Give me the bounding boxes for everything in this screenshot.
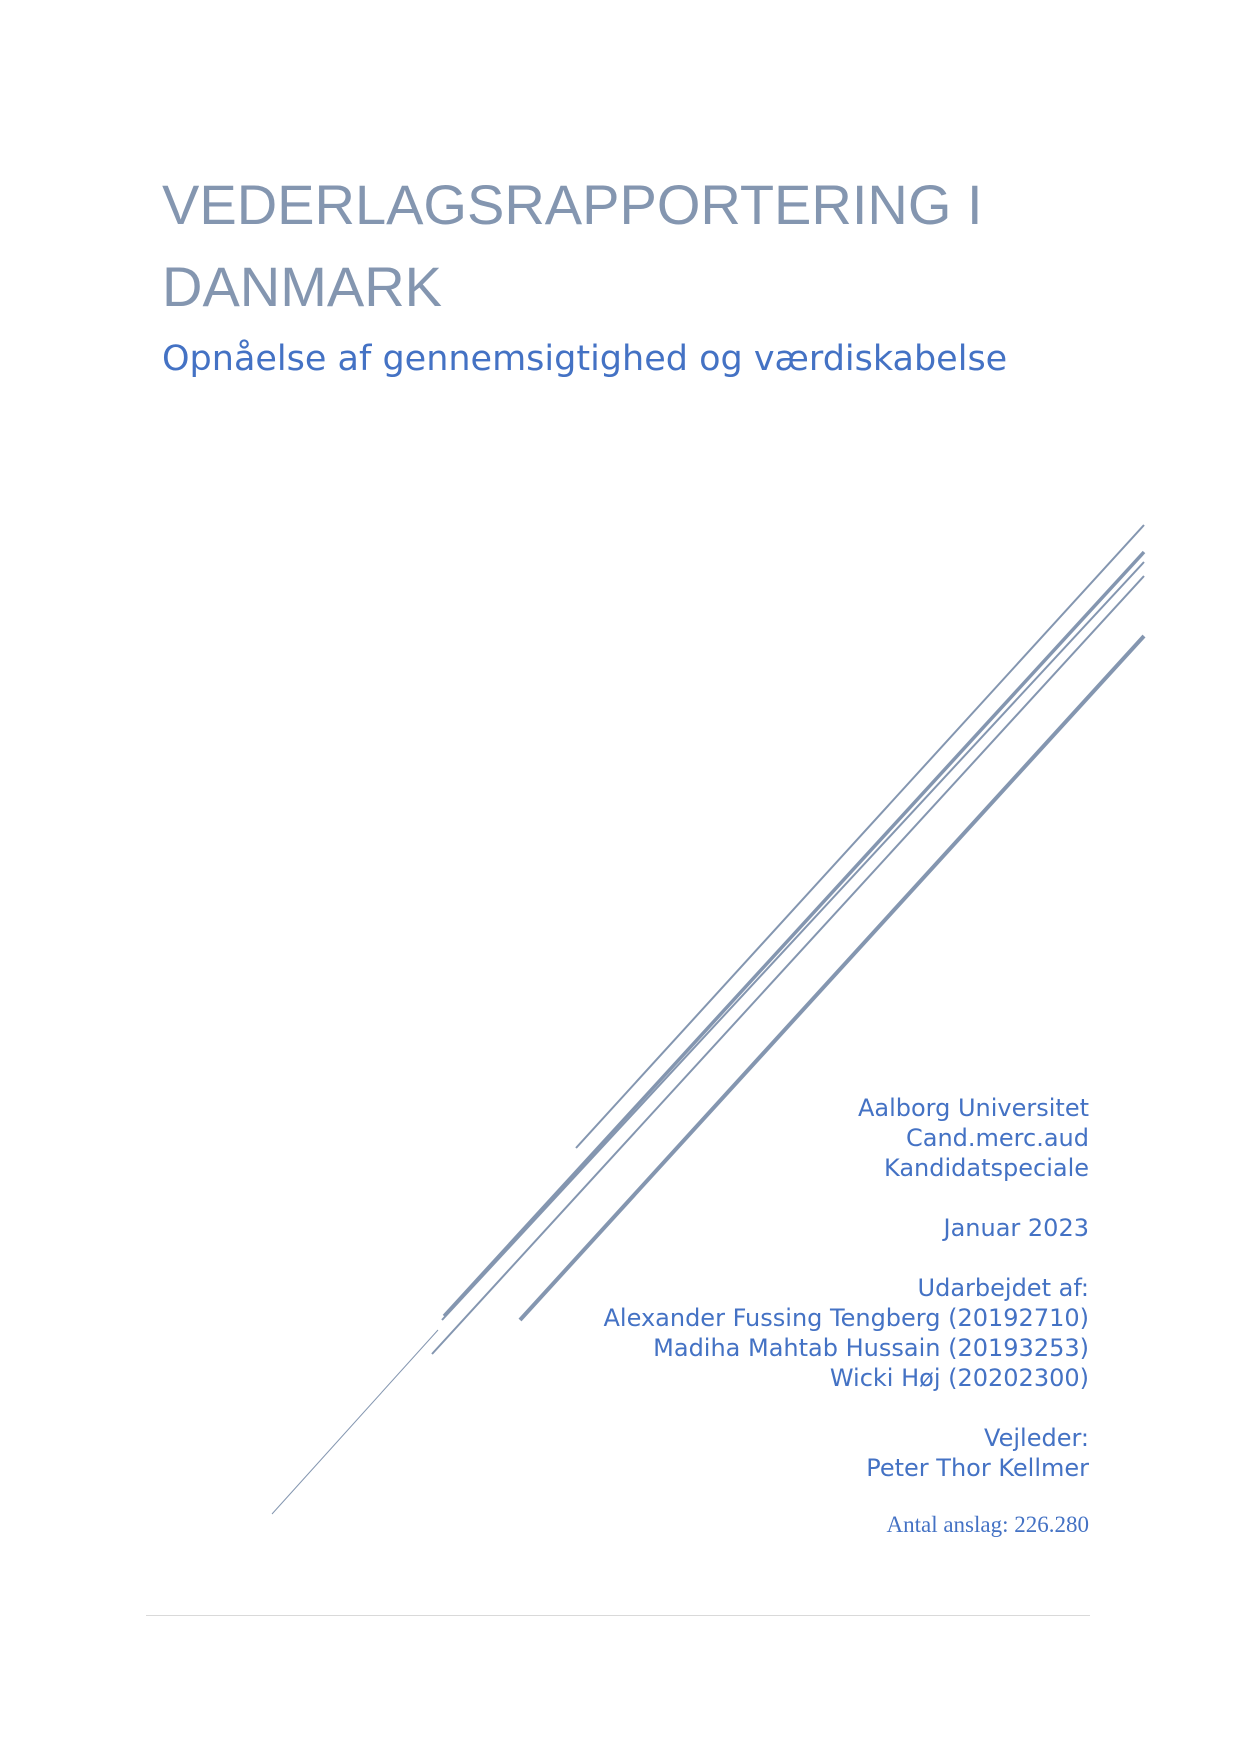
authors-label: Udarbejdet af: [917,1274,1089,1302]
author-1: Alexander Fussing Tengberg (20192710) [603,1304,1089,1332]
thesis-type: Kandidatspeciale [884,1154,1089,1182]
document-subtitle: Opnåelse af gennemsigtighed og værdiskabelse [162,339,1008,379]
supervisor-name: Peter Thor Kellmer [866,1454,1089,1482]
title-line-1: VEDERLAGSRAPPORTERING I [162,173,983,236]
thesis-info-block [604,1093,1089,1483]
submission-date: Januar 2023 [943,1214,1089,1242]
program-name: Cand.merc.aud [906,1124,1089,1152]
author-2: Madiha Mahtab Hussain (20193253) [653,1334,1089,1362]
university-name: Aalborg Universitet [857,1094,1089,1122]
diagonal-line-1 [576,525,1144,1148]
author-3: Wicki Høj (20202300) [829,1364,1089,1392]
diagonal-line-6 [272,1330,438,1514]
footer-divider [146,1615,1090,1616]
title-line-2: DANMARK [162,255,443,318]
supervisor-label: Vejleder: [984,1424,1089,1452]
character-count: Antal anslag: 226.280 [886,1512,1089,1537]
